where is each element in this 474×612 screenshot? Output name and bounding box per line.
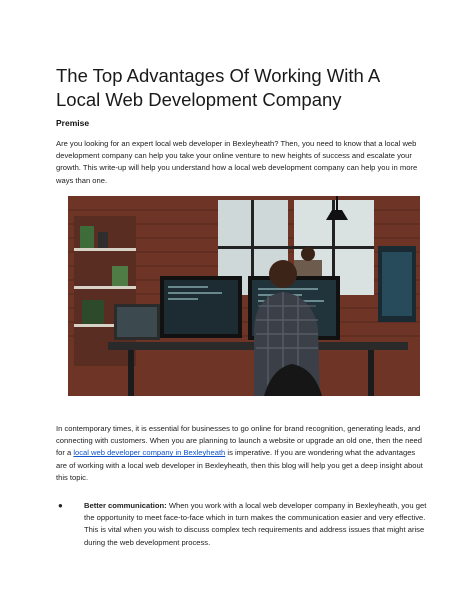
bullet-marker: ● <box>58 501 63 510</box>
local-web-developer-link[interactable]: local web developer company in Bexleyheath <box>73 448 226 458</box>
list-item <box>56 500 428 549</box>
intro-paragraph: Are you looking for an expert local web developer in Bexleyheath? Then, you need to know that a local web development company can help you take your online venture to new heights of success and escalate your growth. This write-up will help you understand how a local web development company can help you in more ways than one. <box>56 139 418 185</box>
hero-photo <box>68 196 420 396</box>
page-title: The Top Advantages Of Working With A Local Web Development Company <box>56 65 380 110</box>
body-text-start: In contemporary times, it is essential for businesses to go online for brand recognition, generating leads, and connecting with customers. When you are planning to launch a website or upgrade an old one, then the need for a <box>56 424 423 458</box>
bullet-label: Better communication: <box>84 501 167 510</box>
body-text-end: is imperative. If you are wondering what the advantages are of working with a local web developer in Bexleyheath, then this blog will help you get a deep insight about this topic. <box>56 448 423 482</box>
premise-heading: Premise <box>56 118 90 128</box>
advantages-list <box>56 500 428 549</box>
office-illustration <box>68 196 420 396</box>
body-paragraph <box>56 423 428 484</box>
bullet-text: When you work with a local web developer company in Bexleyheath, you get the opportunity to meet face-to-face which in turn makes the communication easier and very effective. This is vital when you wish to discuss complex tech requirements and address issues that might arise during the web development process. <box>84 501 427 547</box>
